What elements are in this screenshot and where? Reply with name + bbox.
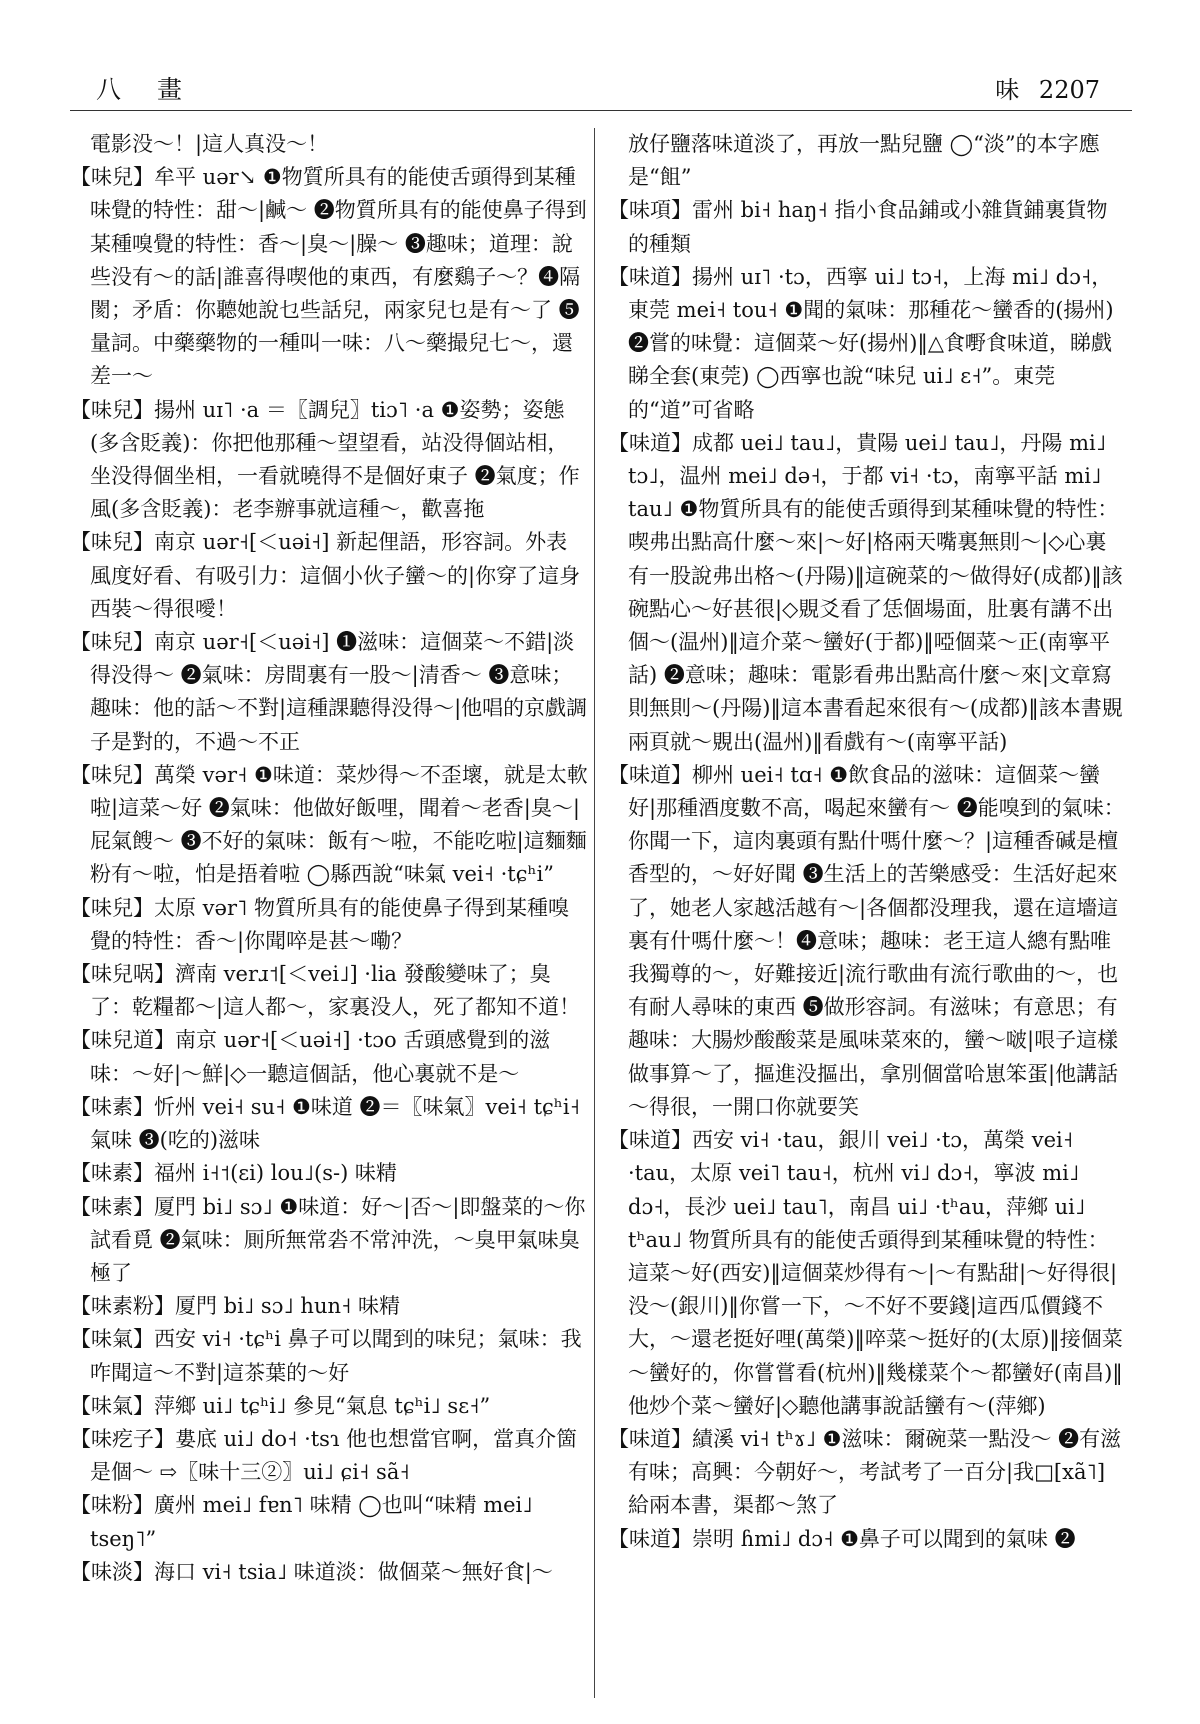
dictionary-entry: 放仔鹽落味道淡了，再放一點兒鹽 ◯“淡”的本字應是“飷” (628, 132, 1100, 190)
dictionary-entry: 【味兒】牟平 uər↘ ❶物質所具有的能使舌頭得到某種味覺的特性：甜～|鹹～ ❷物質所具有的能使鼻子得到某種嗅覺的特性：香～|臭～|臊～ ❸趣味；道理：說些没有～的話|誰喜得喫他的東西，有麼鷄子～？❹隔閡；矛盾：你聽她說乜些話兒，兩家兒乜是有～了 ❺量詞。中藥藥物的一種叫一味：八～藥撮兒七～，還差一～ (70, 165, 587, 389)
dictionary-entry: 【味素】厦門 bi˩ sɔ˩ ❶味道：好～|否～|即盤菜的～你試看覓 ❷氣味：厠所無常沯不常沖洗，～臭甲氣味臭極了 (70, 1194, 586, 1285)
dictionary-entry: 【味道】崇明 ɦmi˩ dɔ˧ ❶鼻子可以聞到的氣味 ❷ (608, 1526, 1076, 1551)
dictionary-entry: 【味道】揚州 uɪ˥ ·tɔ，西寧 ui˩ tɔ˧，上海 mi˩ dɔ˧，東莞 mei˧ tou˧ ❶聞的氣味：那種花～蠻香的(揚州) ❷嘗的味覺：這個菜～好(揚州)‖△食嘢食味道，睇戲睇全套(東莞) ◯西寧也說“味兒 ui˩ ɛ˧”。東莞的“道”可省略 (608, 264, 1114, 422)
dictionary-entry: 【味疙子】婁底 ui˩ do˧ ·tsɿ 他也想當官啊，當真介箇是個～ ⇨〖味十三②〗ui˩ ɕi˧ sã˧ (70, 1426, 578, 1485)
right-column (608, 128, 1126, 1698)
dictionary-entry: 【味項】雷州 bi˧ haŋ˧ 指小食品鋪或小雜貨鋪裏貨物的種類 (608, 198, 1108, 256)
dictionary-entry: 【味兒】南京 uər˧[＜uəi˧] 新起俚語，形容詞。外表風度好看、有吸引力：這個小伙子蠻～的|你穿了這身西裝～得很噯！ (70, 530, 581, 621)
dictionary-entry: 電影没～！|這人真没～！ (90, 132, 329, 156)
header-character: 味 (995, 76, 1020, 104)
page-number: 2207 (1038, 76, 1100, 104)
dictionary-entry: 【味兒】南京 uər˧[＜uəi˧] ❶滋味：這個菜～不錯|淡得没得～ ❷氣味：房間裏有一股～|清香～ ❸意味；趣味：他的話～不對|這種課聽得没得～|他唱的京戲調子是對的，不過～不正 (70, 630, 588, 754)
dictionary-entry: 【味兒㖞】濟南 verɹ˦[＜vei˩] ·lia 發酸變味了；臭了：乾糧都～|這人都～，家裏没人，死了都知不道！ (70, 962, 581, 1020)
dictionary-entry: 【味兒道】南京 uər˧[＜uəi˧] ·tɔo 舌頭感覺到的滋味：～好|～鮮|◇一聽這個話，他心裏就不是～ (70, 1028, 551, 1086)
dictionary-entry: 【味兒】萬榮 vər˧ ❶味道：菜炒得～不歪壞，就是太軟啦|這菜～好 ❷氣味：他做好飯哩，聞着～老香|臭～|屁氣餿～ ❸不好的氣味：飯有～啦，不能吃啦|這麵麵粉有～啦，怕是捂着啦 ◯縣西說“味氣 vei˧ ·tɕʰi” (70, 762, 588, 887)
column-divider (594, 128, 595, 1698)
dictionary-entry: 【味道】成都 uei˩ tau˩，貴陽 uei˩ tau˩，丹陽 mi˩ tɔ˩，温州 mei˩ də˧，于都 vi˧ ·tɔ，南寧平話 mi˩ tau˩ ❶物質所具有的能使舌頭得到某種味覺的特性：喫弗出點高什麼～來|～好|格兩天嘴裏無則～|◇心裏有一股說弗出格～(丹陽)‖這碗菜的～做得好(成都)‖該碗點心～好甚很|◇覞爻看了恁個場面，肚裏有講不出個～(温州)‖這介菜～蠻好(于都)‖啞個菜～正(南寧平話) ❷意味；趣味：電影看弗出點高什麼～來|文章寫則無則～(丹陽)‖這本書看起來很有～(成都)‖該本書覞兩頁就～覞出(温州)‖看戲有～(南寧平話) (608, 430, 1123, 754)
dictionary-entry: 【味淡】海口 vi˧ tsia˩ 味道淡：做個菜～無好食|～ (70, 1559, 553, 1584)
dictionary-entry: 【味素】福州 i˧˦(ɛi) lou˩(s-) 味精 (70, 1161, 397, 1186)
running-header-right (995, 70, 1100, 105)
dictionary-entry: 【味素粉】厦門 bi˩ sɔ˩ hun˧ 味精 (70, 1294, 401, 1319)
dictionary-entry: 【味兒】揚州 uɪ˥ ·a ＝〖調兒〗tiɔ˥ ·a ❶姿勢；姿態(多含貶義)：你把他那種～望望看，站没得個站相，坐没得個坐相，一看就曉得不是個好東子 ❷氣度；作風(多含貶義)：老李辦事就這種～，歡喜拖 (70, 397, 580, 522)
dictionary-entry: 【味氣】萍鄉 ui˩ tɕʰi˩ 參見“氣息 tɕʰi˩ sɛ˧” (70, 1393, 491, 1418)
dictionary-entry: 【味道】績溪 vi˧ tʰɤ˩ ❶滋味：爾碗菜一點没～ ❷有滋有味；高興：今朝好～，考試考了一百分|我□[xã˥]給兩本書，渠都～煞了 (608, 1426, 1122, 1518)
dictionary-entry: 【味氣】西安 vi˧ ·tɕʰi 鼻子可以聞到的味兒；氣味：我咋聞這～不對|這茶葉的～好 (70, 1327, 582, 1385)
dictionary-entry: 【味粉】廣州 mei˩ fɐn˥ 味精 ◯也叫“味精 mei˩ tseŋ˥” (70, 1493, 533, 1551)
header-rule (70, 110, 1132, 111)
running-header-section: 八 畫 (96, 75, 196, 104)
dictionary-entry: 【味道】柳州 uei˧ tɑ˧ ❶飲食品的滋味：這個菜～蠻好|那種酒度數不高，喝起來蠻有～ ❷能嗅到的氣味：你聞一下，這肉裏頭有點什嗎什麼～？|這種香碱是檀香型的，～好好聞 ❸生活上的苦樂感受：生活好起來了，她老人家越活越有～|各個都没理我，還在這墻這裏有什嗎什麼～！❹意味；趣味：老王這人總有點唯我獨尊的～，好難接近|流行歌曲有流行歌曲的～，也有耐人尋味的東西 ❺做形容詞。有滋味；有意思；有趣味：大腸炒酸酸菜是風味菜來的，蠻～啵|哏子這樣做事算～了，摳進没摳出，拿別個當哈崽笨蛋|他講話～得很，一開口你就要笑 (608, 762, 1125, 1119)
dictionary-entry: 【味道】西安 vi˧ ·tau，銀川 vei˩ ·tɔ，萬榮 vei˧ ·tau，太原 vei˥ tau˧，杭州 vi˩ dɔ˧，寧波 mi˩ dɔ˧，長沙 uei˩ tau˥，南昌 ui˩ ·tʰau，萍鄉 ui˩ tʰau˩ 物質所具有的能使舌頭得到某種味覺的特性：這菜～好(西安)‖這個菜炒得有～|～有點甜|～好得很|没～(銀川)‖你嘗一下，～不好不要錢|這西瓜價錢不大，～還老挺好哩(萬榮)‖啐菜～挺好的(太原)‖接個菜～蠻好的，你嘗嘗看(杭州)‖幾樣菜个～都蠻好(南昌)‖他炒个菜～蠻好|◇聽他講事說話蠻有～(萍鄉) (608, 1128, 1123, 1418)
dictionary-entry: 【味素】忻州 vei˧ su˧ ❶味道 ❷＝〖味氣〗vei˧ tɕʰi˧ 氣味 ❸(吃的)滋味 (70, 1094, 580, 1153)
dictionary-entry: 【味兒】太原 vər˥ 物質所具有的能使鼻子得到某種嗅覺的特性：香～|你聞啐是甚～嘞？ (70, 895, 570, 953)
left-column (70, 128, 588, 1698)
